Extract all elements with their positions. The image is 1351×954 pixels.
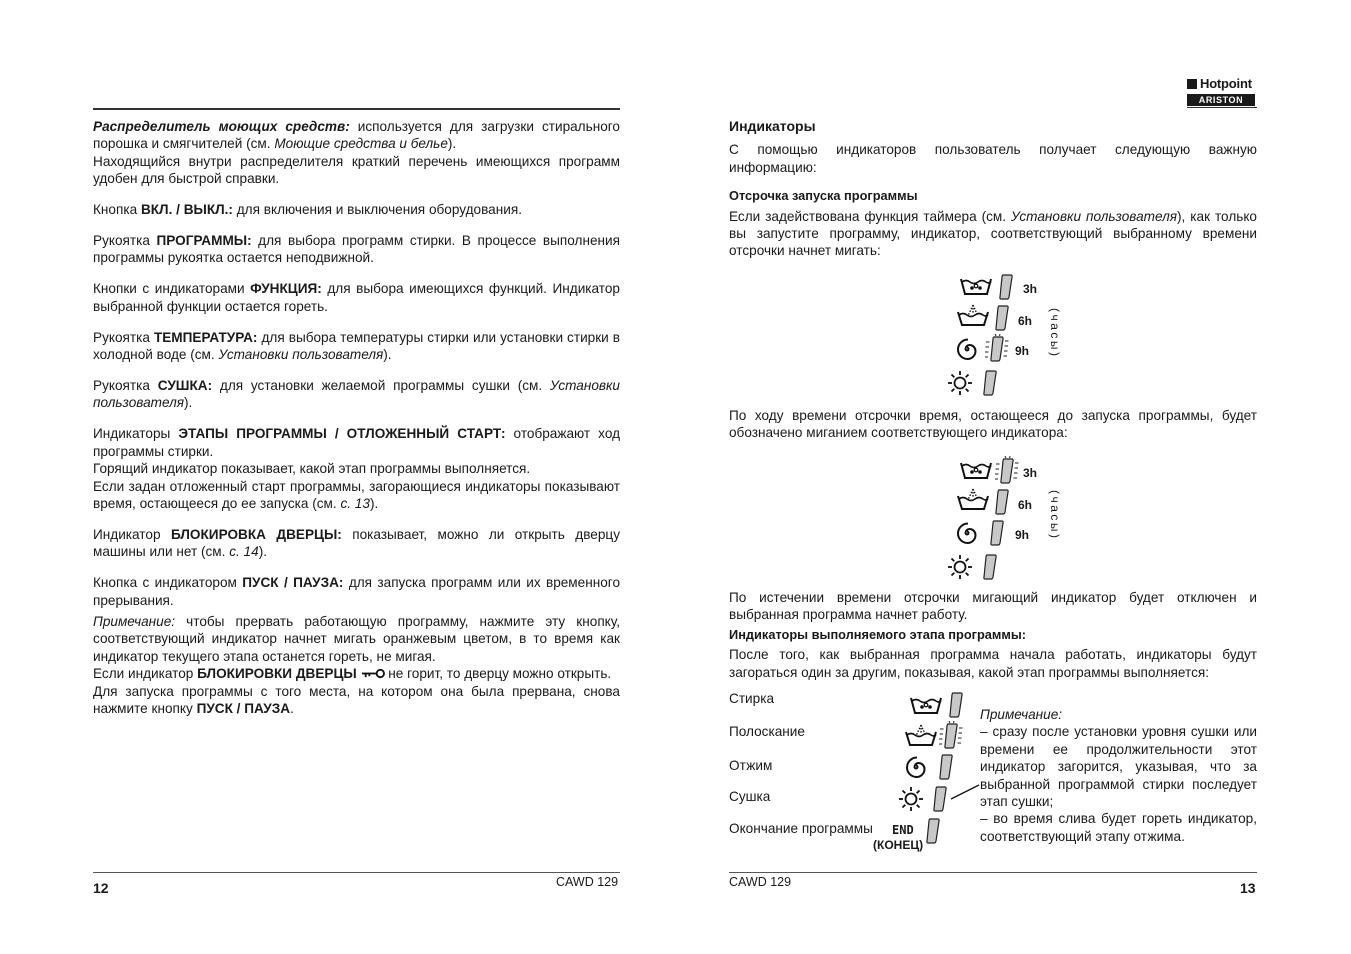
spin-icon [956, 522, 978, 544]
text: чтобы прервать работающую программу, нажмите эту кнопку, соответствующий индикатор начнет мигать оранжевым цветом, в то время как индикатор текущего этапа останется гореть, не мигая. [93, 613, 620, 664]
text: для установки желаемой программы сушки (см. [212, 377, 550, 393]
subheading-delay: Отсрочка запуска программы [729, 188, 918, 204]
brand-name: Hotpoint [1200, 76, 1252, 91]
section-heading: Индикаторы [729, 118, 816, 134]
reference: Установки пользователя [218, 347, 384, 363]
model-right: CAWD 129 [729, 875, 792, 889]
reference: Установки пользователя [93, 377, 620, 411]
term: ЭТАПЫ ПРОГРАММЫ / ОТЛОЖЕННЫЙ СТАРТ: [178, 426, 506, 442]
dry-icon [947, 370, 973, 396]
text: Рукоятка [93, 377, 158, 393]
paragraph-temperature [93, 329, 620, 364]
text: Для запуска программы с того места, на котором она была прервана, снова нажмите кнопку [93, 683, 620, 716]
paragraph-dispenser [93, 118, 620, 153]
dry-icon [898, 786, 924, 812]
term: Распределитель моющих средств: [93, 119, 350, 134]
right-lower-text [729, 589, 1257, 681]
text: Рукоятка [93, 329, 154, 345]
hours-unit-label: (часы) [1048, 490, 1062, 541]
text: показывает, можно ли открыть дверцу машины или нет (см. [93, 526, 621, 560]
paragraph-countdown: По ходу времени отсрочки время, остающееся до запуска программы, будет обозначено миганием соответствующего индикатора: [729, 408, 1257, 441]
right-page [729, 118, 1257, 260]
paragraph-restart [93, 683, 620, 718]
dry-icon [947, 554, 973, 580]
led-indicator-blinking [939, 721, 963, 751]
text: ). [369, 495, 379, 511]
hours-unit-label: (часы) [1048, 308, 1062, 359]
reference: с. 14 [229, 544, 259, 560]
text: Кнопка с индикатором [93, 575, 243, 591]
rinse-icon [904, 724, 938, 746]
paragraph-door-lock [93, 526, 620, 561]
paragraph-phases-lit: Горящий индикатор показывает, какой этап программы выполняется. [93, 461, 531, 477]
led-indicator [999, 274, 1013, 300]
led-indicator [939, 754, 953, 780]
paragraph-phases [93, 425, 620, 460]
text: ). [258, 544, 267, 560]
term: ПРОГРАММЫ: [156, 233, 252, 249]
led-indicator [995, 489, 1009, 515]
term: ВКЛ. / ВЫКЛ.: [140, 202, 233, 218]
term: БЛОКИРОВКИ ДВЕРЦЫ [197, 666, 357, 682]
led-indicator [983, 554, 997, 580]
spin-icon [956, 338, 978, 360]
reference: Моющие средства и белье [274, 136, 448, 152]
right-footer-rule [729, 872, 1257, 873]
text: Индикатор [93, 526, 171, 542]
stage-label-dry: Сушка [729, 789, 771, 804]
note-title: Примечание: [980, 707, 1063, 722]
paragraph-phases-run: После того, как выбранная программа начала работать, индикаторы будут загораться один за другим, показывая, какой этап программы выполняется: [729, 647, 1257, 680]
note-item-2: – во время слива будет гореть индикатор, соответствующий этапу отжима. [980, 811, 1257, 844]
term: ПУСК / ПАУЗА: [242, 575, 344, 591]
led-indicator [983, 370, 997, 396]
stage-label-end: Окончание программы [729, 821, 873, 836]
logo-rule [1187, 107, 1257, 108]
hour-label-6h: 6h [1018, 314, 1033, 328]
term: ПУСК / ПАУЗА [196, 700, 291, 716]
paragraph-onoff [93, 201, 620, 218]
led-indicator [949, 692, 963, 718]
hour-label-6h: 6h [1018, 498, 1033, 512]
hour-label-9h: 9h [1015, 344, 1030, 358]
paragraph-delay [93, 478, 620, 513]
led-indicator [990, 520, 1004, 546]
reference: Установки пользователя [1011, 208, 1177, 224]
phase-note [980, 706, 1257, 845]
text: отображают ход программы стирки. [93, 426, 621, 459]
text: для выбора температуры стирки или установки стирки в холодной воде (см. [93, 329, 620, 363]
text: для выбора имеющихся функций. Индикатор выбранной функции остается гореть. [93, 281, 620, 314]
text: ), как только вы запустите программу, индикатор, соответствующий выбранному времени отсрочки начнет мигать: [729, 208, 1257, 259]
stage-label-spin: Отжим [729, 758, 773, 773]
text: ). [447, 136, 457, 152]
paragraph-function [93, 280, 620, 315]
brand-sub: ARISTON [1187, 94, 1255, 106]
term: СУШКА: [157, 377, 213, 393]
page-number-right: 13 [1240, 880, 1256, 896]
text: Индикаторы [93, 426, 179, 442]
left-page [93, 118, 620, 717]
term: БЛОКИРОВКА ДВЕРЦЫ: [170, 526, 342, 542]
led-indicator-blinking [995, 456, 1019, 486]
paragraph-dispenser-list: Находящийся внутри распределителя краткий перечень имеющихся программ удобен для быстрой справки. [93, 153, 620, 187]
text: Кнопка [93, 202, 141, 218]
subheading-phases: Индикаторы выполняемого этапа программы: [729, 626, 1027, 642]
paragraph-drying [93, 377, 620, 412]
text: ). [184, 395, 193, 411]
paragraph-delay-end: По истечении времени отсрочки мигающий индикатор будет отключен и выбранная программа начнет работу. [729, 590, 1257, 623]
wash-icon [959, 276, 993, 296]
wash-icon [959, 460, 993, 480]
text: не горит, то дверцу можно открыть. [384, 666, 612, 682]
reference: с. 13 [340, 495, 370, 511]
text: для запуска программ или их временного прерывания. [93, 575, 621, 608]
text: Рукоятка [93, 233, 157, 249]
led-indicator [995, 305, 1009, 331]
page-number-left: 12 [93, 880, 109, 896]
text: Кнопки с индикаторами [93, 281, 251, 297]
led-indicator [926, 818, 940, 844]
paragraph-door-unlit [93, 665, 620, 682]
text: Если индикатор [93, 666, 198, 682]
text: используется для загрузки стирального порошка и смягчителей (см. [93, 119, 620, 152]
rinse-icon [956, 488, 990, 510]
term: ТЕМПЕРАТУРА: [153, 329, 258, 345]
text: ). [383, 347, 392, 363]
led-indicator [933, 786, 947, 812]
brand-logo [1187, 76, 1255, 106]
paragraph-programs [93, 232, 620, 267]
stage-label-rinse: Полоскание [729, 724, 805, 739]
end-label: END [892, 823, 914, 837]
left-footer-rule [93, 872, 620, 873]
left-top-rule [93, 108, 620, 110]
text: для включения и выключения оборудования. [232, 202, 522, 218]
text: для выбора программ стирки. В процессе выполнения программы рукоятка остается неподвижной. [93, 233, 620, 266]
hour-label-3h: 3h [1023, 466, 1038, 480]
rinse-icon [956, 304, 990, 326]
model-left: CAWD 129 [556, 875, 619, 889]
hour-label-3h: 3h [1023, 282, 1038, 296]
key-icon [361, 668, 385, 679]
note-item-1: – сразу после установки уровня сушки или времени ее продолжительности этот индикатор загорится, указывая, что за выбранной программой стирки последует этап сушки; [980, 724, 1257, 810]
paragraph-note [93, 613, 620, 665]
paragraph-start-pause [93, 574, 620, 609]
text: . [290, 700, 294, 716]
led-indicator-blinking [985, 334, 1009, 364]
hour-label-9h: 9h [1015, 528, 1030, 542]
paragraph-timer [729, 208, 1257, 260]
pointer-line [948, 782, 982, 802]
text: Если задан отложенный старт программы, загорающиеся индикаторы показывают время, остающееся до ее запуска (см. [93, 478, 620, 511]
term: ФУНКЦИЯ: [250, 281, 322, 297]
text: Если задействована функция таймера (см. [729, 208, 1011, 224]
wash-icon [909, 695, 943, 715]
note-label: Примечание: [93, 613, 176, 629]
paragraph-intro: С помощью индикаторов пользователь получает следующую важную информацию: [729, 142, 1257, 175]
spin-icon [905, 756, 927, 778]
stage-label-wash: Стирка [729, 691, 775, 706]
end-label-ru: (КОНЕЦ) [873, 838, 924, 852]
logo-square-icon [1187, 79, 1197, 89]
